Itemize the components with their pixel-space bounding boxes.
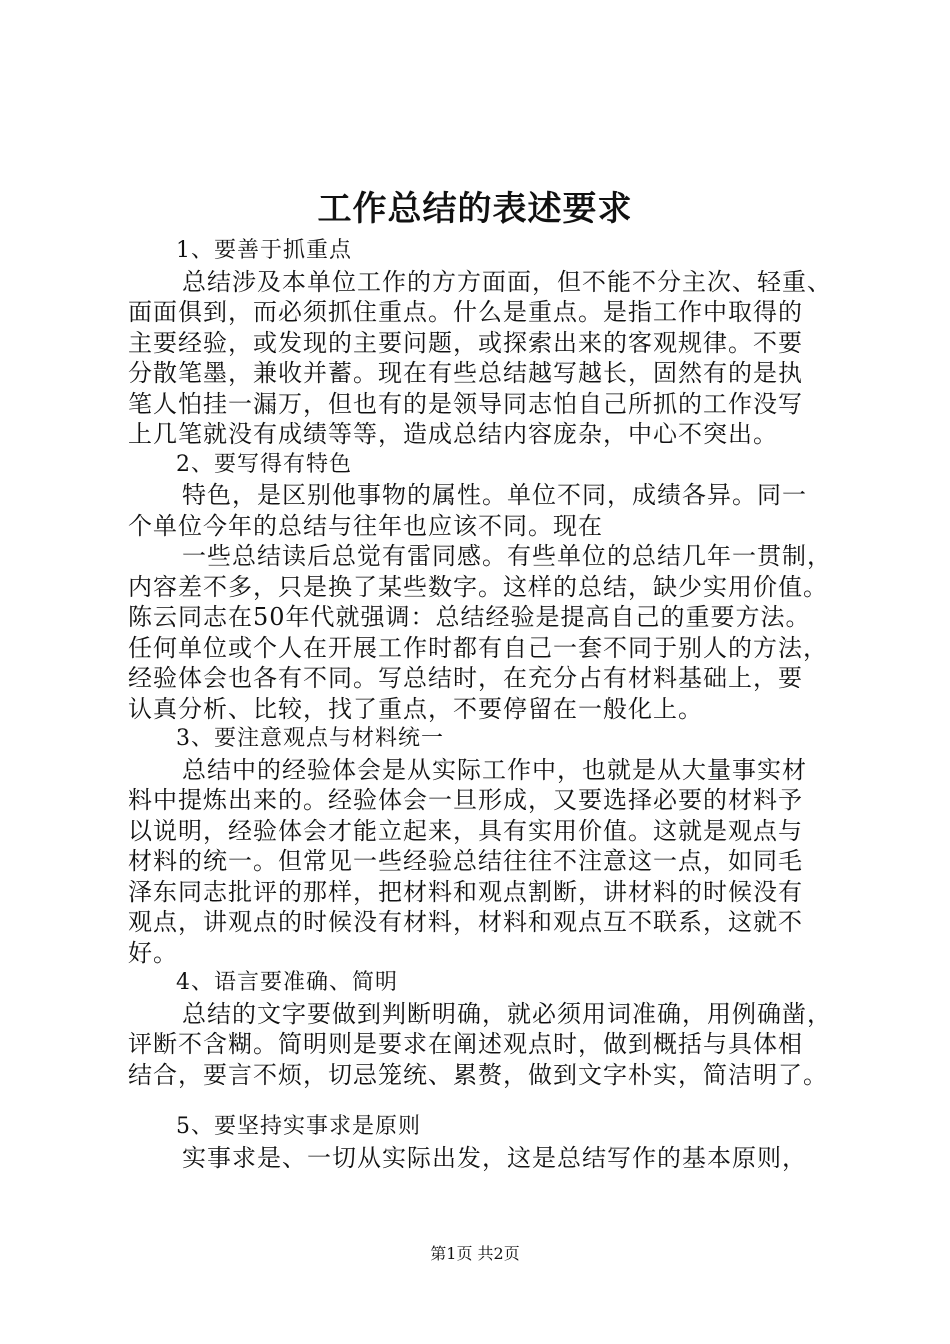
text-line: 主要经验，或发现的主要问题，或探索出来的客观规律。不要 (128, 328, 803, 357)
text-line: 实事求是、一切从实际出发，这是总结写作的基本原则， (182, 1143, 807, 1172)
paragraph-gap (128, 1090, 832, 1112)
text-line: 观点，讲观点的时候没有材料，材料和观点互不联系，这就不 (128, 908, 803, 936)
document-body (128, 236, 832, 1173)
text-line: 好。 (128, 938, 178, 967)
text-line: 任何单位或个人在开展工作时都有自己一套不同于别人的方法， (128, 633, 828, 662)
text-line: 总结中的经验体会是从实际工作中，也就是从大量事实材 (182, 755, 807, 784)
text-line: 总结涉及本单位工作的方方面面，但不能不分主次、轻重、 (182, 267, 832, 296)
text-line: 内容差不多，只是换了某些数字。这样的总结，缺少实用价值。 (128, 572, 828, 601)
text-line: 以说明，经验体会才能立起来，具有实用价值。这就是观点与 (128, 816, 803, 845)
text-line: 面面俱到，而必须抓住重点。什么是重点。是指工作中取得的 (128, 298, 803, 326)
text-line: 分散笔墨，兼收并蓄。现在有些总结越写越长，固然有的是执 (128, 359, 803, 387)
text-line: 经验体会也各有不同。写总结时，在充分占有材料基础上，要 (128, 664, 803, 692)
text-line: 个单位今年的总结与往年也应该不同。现在 (128, 511, 603, 540)
section-heading: 2、要写得有特色 (176, 451, 352, 477)
text-line: 笔人怕挂一漏万，但也有的是领导同志怕自己所抓的工作没写 (128, 389, 803, 418)
text-line: 评断不含糊。简明则是要求在阐述观点时，做到概括与具体相 (128, 1030, 803, 1058)
section-heading: 1、要善于抓重点 (176, 238, 352, 263)
text-line: 特色，是区别他事物的属性。单位不同，成绩各异。同一 (182, 481, 807, 509)
section-heading: 4、语言要准确、简明 (176, 970, 398, 995)
text-line: 一些总结读后总觉有雷同感。有些单位的总结几年一贯制， (182, 542, 832, 570)
section-heading: 5、要坚持实事求是原则 (176, 1114, 421, 1139)
text-line: 泽东同志批评的那样，把材料和观点割断，讲材料的时候没有 (128, 877, 803, 906)
text-line: 上几笔就没有成绩等等，造成总结内容庞杂，中心不突出。 (128, 420, 778, 448)
section-heading: 3、要注意观点与材料统一 (176, 726, 444, 751)
text-line: 材料的统一。但常见一些经验总结往往不注意这一点，如同毛 (128, 847, 803, 875)
document-title: 工作总结的表述要求 (317, 189, 633, 229)
text-line: 陈云同志在50年代就强调：总结经验是提高自己的重要方法。 (128, 603, 811, 631)
text-line: 认真分析、比较，找了重点，不要停留在一般化上。 (128, 694, 703, 723)
text-line: 总结的文字要做到判断明确，就必须用词准确，用例确凿， (182, 999, 832, 1028)
text-line: 结合，要言不烦，切忌笼统、累赘，做到文字朴实，简洁明了。 (128, 1060, 828, 1089)
page-footer: 第1页 共2页 (430, 1244, 520, 1263)
text-line: 料中提炼出来的。经验体会一旦形成，又要选择必要的材料予 (128, 786, 803, 814)
